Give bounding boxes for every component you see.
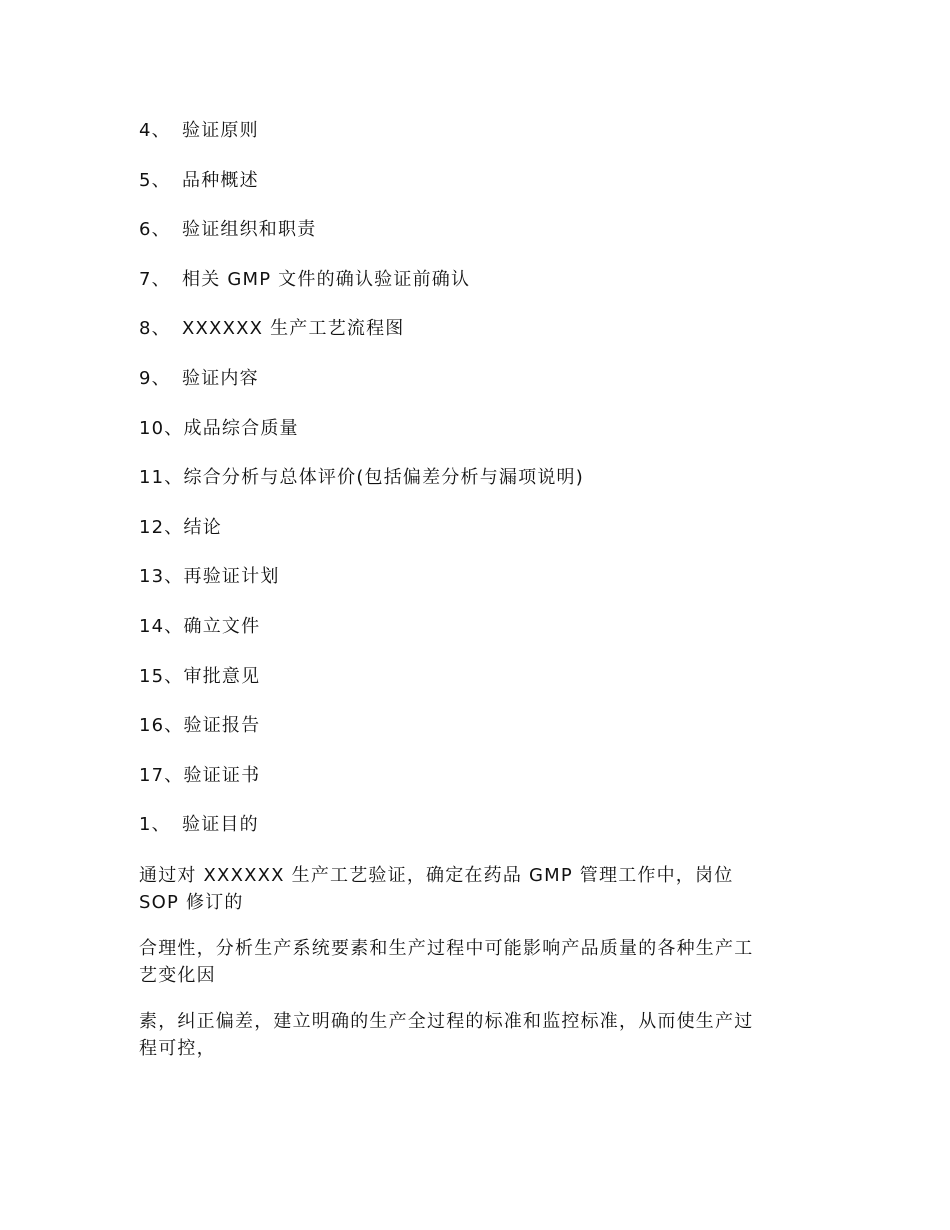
- toc-item-13: [139, 564, 819, 614]
- toc-item-title: 成品综合质量: [183, 417, 299, 439]
- toc-item-6: [139, 217, 819, 267]
- table-of-contents: [139, 118, 819, 862]
- toc-item-8: [139, 316, 819, 366]
- toc-item-title: XXXXXX 生产工艺流程图: [182, 318, 405, 340]
- toc-item-16: [139, 713, 819, 763]
- toc-item-5: [139, 168, 819, 218]
- toc-item-number: 15、: [139, 665, 184, 687]
- toc-item-number: 16、: [139, 715, 184, 737]
- toc-item-11: [139, 465, 819, 515]
- toc-item-title: 品种概述: [182, 169, 259, 191]
- toc-item-number: 8、: [139, 318, 171, 340]
- toc-item-title: 综合分析与总体评价(包括偏差分析与漏项说明): [183, 467, 584, 489]
- toc-item-number: 14、: [139, 615, 184, 637]
- section-heading-title: 验证目的: [182, 814, 259, 836]
- section-body: [139, 862, 819, 1081]
- paragraph-line: 程可控，: [139, 1038, 216, 1059]
- paragraph-line: 素，纠正偏差，建立明确的生产全过程的标准和监控标准，从而使生产过: [139, 1011, 754, 1032]
- toc-item-title: 验证组织和职责: [182, 219, 317, 241]
- toc-item-15: [139, 664, 819, 714]
- paragraph-line: 合理性，分析生产系统要素和生产过程中可能影响产品质量的各种生产工: [139, 938, 754, 959]
- section-heading-1: [139, 812, 819, 862]
- toc-item-number: 12、: [139, 516, 184, 538]
- toc-item-10: [139, 416, 819, 466]
- toc-item-number: 11、: [139, 467, 184, 489]
- toc-item-number: 10、: [139, 417, 184, 439]
- toc-item-14: [139, 614, 819, 664]
- section-heading-number: 1、: [139, 814, 171, 836]
- toc-item-title: 验证证书: [183, 764, 261, 786]
- toc-item-title: 验证内容: [182, 367, 259, 389]
- toc-item-number: 13、: [139, 566, 184, 588]
- toc-item-number: 7、: [139, 268, 171, 290]
- toc-item-title: 确立文件: [183, 615, 261, 637]
- toc-item-title: 验证报告: [183, 715, 261, 737]
- toc-item-title: 结论: [183, 516, 222, 538]
- toc-item-title: 再验证计划: [183, 566, 280, 588]
- toc-item-title: 相关 GMP 文件的确认验证前确认: [182, 268, 471, 290]
- paragraph-line: SOP 修订的: [139, 892, 244, 913]
- body-paragraph: [139, 862, 819, 916]
- body-paragraph: [139, 1008, 819, 1062]
- toc-item-title: 验证原则: [182, 120, 259, 141]
- toc-item-number: 4、: [139, 120, 171, 141]
- toc-item-17: [139, 763, 819, 813]
- toc-item-9: [139, 366, 819, 416]
- body-paragraph: [139, 935, 819, 989]
- toc-item-number: 5、: [139, 169, 171, 191]
- paragraph-line: 艺变化因: [139, 965, 216, 986]
- toc-item-4: [139, 118, 819, 168]
- toc-item-12: [139, 515, 819, 565]
- toc-item-7: [139, 267, 819, 317]
- toc-item-number: 17、: [139, 764, 184, 786]
- paragraph-line: 通过对 XXXXXX 生产工艺验证，确定在药品 GMP 管理工作中，岗位: [139, 865, 734, 886]
- toc-item-title: 审批意见: [183, 665, 261, 687]
- toc-item-number: 6、: [139, 219, 171, 241]
- toc-item-number: 9、: [139, 367, 171, 389]
